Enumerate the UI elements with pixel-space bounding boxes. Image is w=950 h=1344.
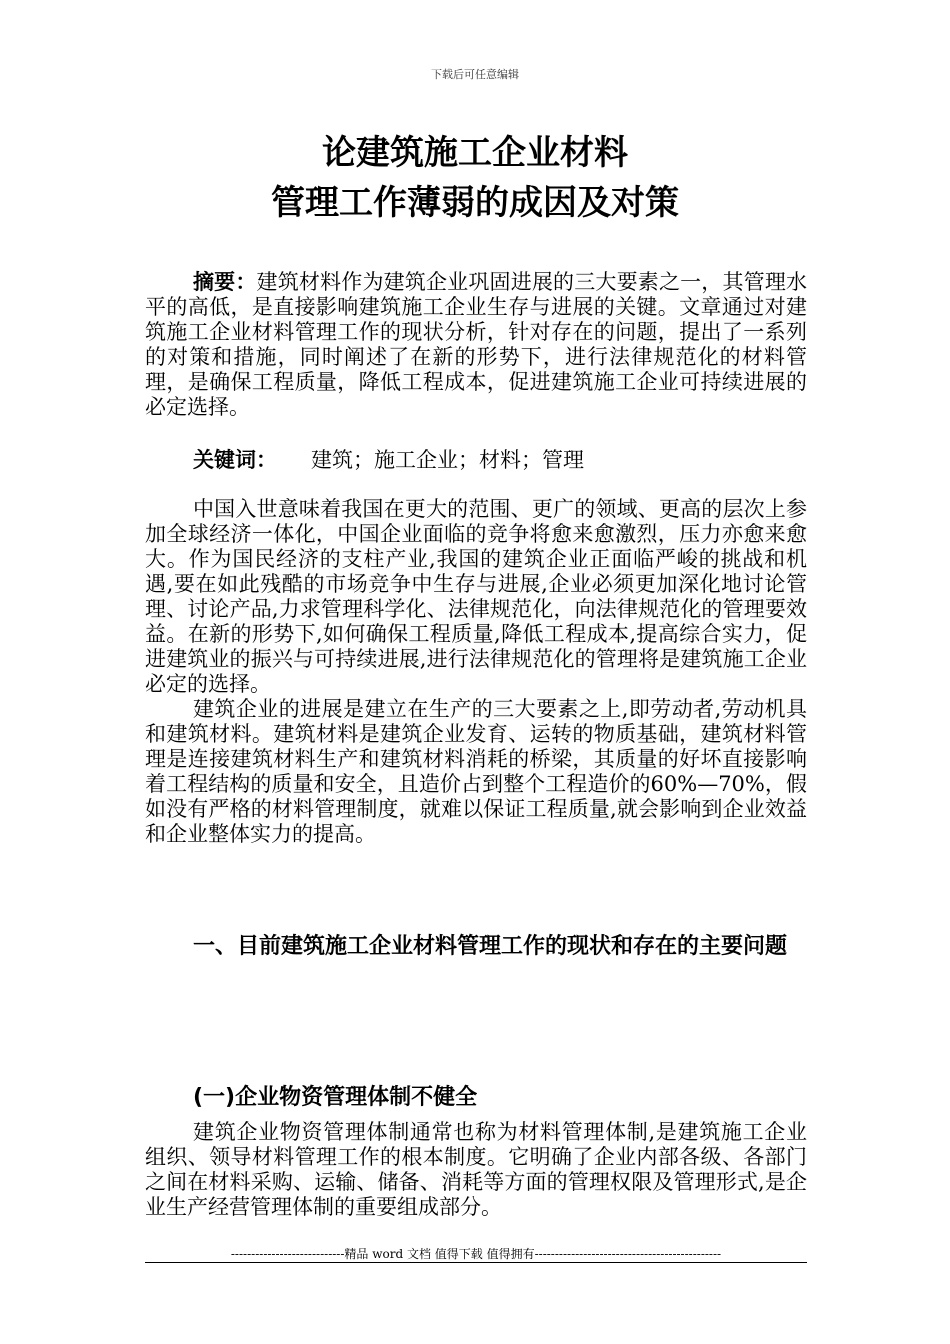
keywords-text: 建筑；施工企业；材料；管理: [311, 448, 584, 472]
footer-rule: [145, 1262, 807, 1263]
title-line-2: 管理工作薄弱的成因及对策: [271, 183, 679, 223]
section-1-heading: 一、目前建筑施工企业材料管理工作的现状和存在的主要问题: [193, 934, 788, 959]
abstract-text: 建筑材料作为建筑企业巩固进展的三大要素之一，其管理水平的高低，是直接影响建筑施工企业生存与进展的关键。文章通过对建筑施工企业材料管理工作的现状分析，针对存在的问题，提出了一系列的对策和措施，同时阐述了在新的形势下，进行法律规范化的材料管理，是确保工程质量，降低工程成本，促进建筑施工企业可持续进展的必定选择。: [145, 270, 808, 419]
document-title: [0, 128, 950, 228]
keywords-block: [145, 448, 807, 473]
intro-paragraph-2: 建筑企业的进展是建立在生产的三大要素之上,即劳动者,劳动机具和建筑材料。建筑材料是建筑企业发育、运转的物质基础，建筑材料管理是连接建筑材料生产和建筑材料消耗的桥梁，其质量的好坏直接影响着工程结构的质量和安全，且造价占到整个工程造价的60%—70%，假如没有严格的材料管理制度，就难以保证工程质量,就会影响到企业效益和企业整体实力的提高。: [145, 697, 807, 846]
page-header-note: 下载后可任意编辑: [431, 68, 519, 81]
footer-text: ----------------------------精品 word 文档 值得下载 值得拥有----------------------------------------------: [230, 1247, 722, 1261]
intro-block: [145, 497, 807, 847]
abstract-label: 摘要：: [193, 270, 257, 294]
intro-paragraph-1: 中国入世意味着我国在更大的范围、更广的领域、更高的层次上参加全球经济一体化，中国企业面临的竞争将愈来愈激烈，压力亦愈来愈大。作为国民经济的支柱产业,我国的建筑企业正面临严峻的挑战和机遇,要在如此残酷的市场竞争中生存与进展,企业必须更加深化地讨论管理、讨论产品,力求管理科学化、法律规范化，向法律规范化的管理要效益。在新的形势下,如何确保工程质量,降低工程成本,提高综合实力，促进建筑业的振兴与可持续进展,进行法律规范化的管理将是建筑施工企业必定的选择。: [145, 497, 807, 696]
keywords-label: 关键词：: [193, 448, 277, 472]
section-1-body: [145, 1120, 807, 1220]
abstract-block: [145, 270, 807, 420]
title-line-1: 论建筑施工企业材料: [322, 133, 628, 173]
abstract-paragraph: [145, 270, 807, 420]
section-1-subheading: (一)企业物资管理体制不健全: [193, 1085, 478, 1110]
section-1-paragraph: 建筑企业物资管理体制通常也称为材料管理体制,是建筑施工企业组织、领导材料管理工作的根本制度。它明确了企业内部各级、各部门之间在材料采购、运输、储备、消耗等方面的管理权限及管理形式,是企业生产经营管理体制的重要组成部分。: [145, 1120, 807, 1219]
keywords-paragraph: [145, 448, 807, 473]
